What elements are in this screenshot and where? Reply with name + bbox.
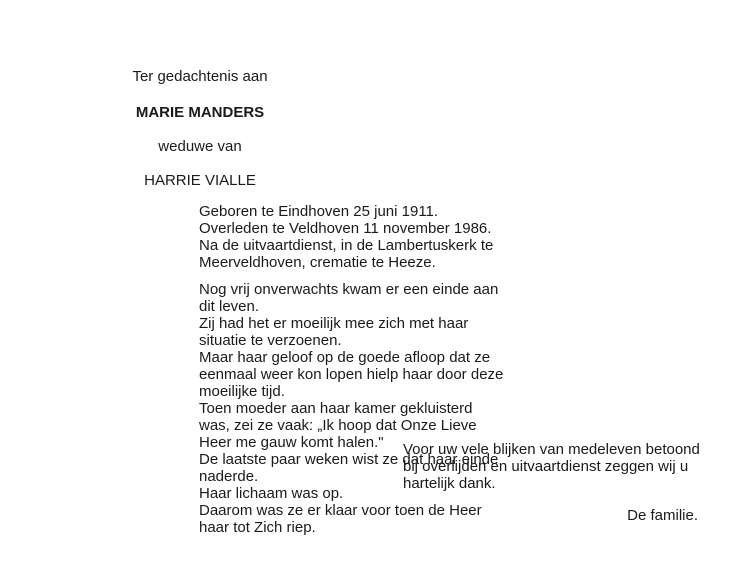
thanks-block [403, 441, 723, 492]
thanks-line: Voor uw vele blijken van medeleven betoond [403, 441, 700, 458]
text-line: was, zei ze vaak: „Ik hoop dat Onze Lieve [199, 417, 477, 434]
text-line: Maar haar geloof op de goede afloop dat ze [199, 349, 491, 366]
cremation-line: Meerveldhoven, crematie te Heeze. [199, 254, 436, 271]
text-line: Haar lichaam was op. [199, 485, 344, 502]
text-line: dit leven. [199, 298, 260, 315]
text-line: Heer me gauw komt halen." [199, 434, 384, 451]
thanks-line: bij overlijden en uitvaartdienst zeggen wij u [403, 458, 689, 475]
text-block [199, 281, 519, 536]
text-line: haar tot Zich riep. [199, 519, 316, 536]
relation-line: weduwe van [158, 138, 242, 155]
details-block [199, 203, 519, 271]
text-line: Nog vrij onverwachts kwam er een einde aan [199, 281, 499, 298]
text-line: naderde. [199, 468, 259, 485]
text-line: moeilijke tijd. [199, 383, 285, 400]
text-line: Zij had het er moeilijk mee zich met haar [199, 315, 469, 332]
intro-line: Ter gedachtenis aan [132, 68, 268, 85]
text-line: situatie te verzoenen. [199, 332, 342, 349]
signature: De familie. [627, 507, 698, 524]
text-line: Daarom was ze er klaar voor toen de Heer [199, 502, 482, 519]
death-line: Overleden te Veldhoven 11 november 1986. [199, 220, 492, 237]
spouse-name: HARRIE VIALLE [144, 172, 256, 189]
birth-line: Geboren te Eindhoven 25 juni 1911. [199, 203, 439, 220]
text-line: eenmaal weer kon lopen hielp haar door deze [199, 366, 504, 383]
text-line: Toen moeder aan haar kamer gekluisterd [199, 400, 473, 417]
service-line: Na de uitvaartdienst, in de Lambertuskerk te [199, 237, 494, 254]
text-line: De laatste paar weken wist ze dat haar einde [199, 451, 499, 468]
thanks-line: hartelijk dank. [403, 475, 496, 492]
memorial-card [6, 6, 728, 578]
deceased-name: MARIE MANDERS [135, 104, 265, 121]
